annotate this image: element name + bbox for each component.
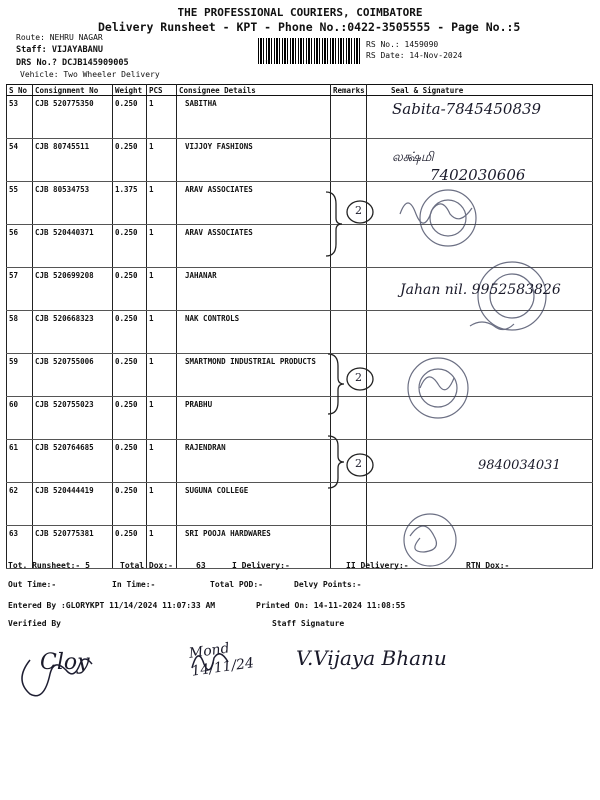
table-row — [7, 225, 593, 268]
row-signature — [367, 311, 593, 354]
row-consignee: ARAV ASSOCIATES — [177, 225, 331, 268]
total-dox-label: Total Dox:- — [120, 561, 173, 570]
i-delivery: I Delivery:- — [232, 561, 290, 570]
row-consignee: SUGUNA COLLEGE — [177, 483, 331, 526]
verified-signature: Cloy — [40, 650, 90, 675]
row-pcs: 1 — [147, 139, 177, 182]
row-sno: 60 — [7, 397, 33, 440]
row-consignment: CJB 520440371 — [33, 225, 113, 268]
row-pcs: 1 — [147, 440, 177, 483]
company-title: THE PROFESSIONAL COURIERS, COIMBATORE — [177, 6, 423, 19]
row-weight: 1.375 — [113, 182, 147, 225]
verified-by-label: Verified By — [8, 619, 61, 628]
row-weight: 0.250 — [113, 311, 147, 354]
handwritten-r62: 9840034031 — [478, 458, 561, 473]
row-pcs: 1 — [147, 311, 177, 354]
drs-number: DRS No.? DCJB145909005 — [16, 58, 129, 68]
row-consignment: CJB 520755006 — [33, 354, 113, 397]
handwritten-r54: லக்ஷ்மி — [392, 150, 434, 165]
delvy-points: Delvy Points:- — [294, 580, 362, 589]
row-consignment: CJB 520699208 — [33, 268, 113, 311]
row-remarks — [331, 139, 367, 182]
row-consignment: CJB 520668323 — [33, 311, 113, 354]
row-sno: 63 — [7, 526, 33, 569]
row-signature — [367, 182, 593, 225]
col-weight: Weight — [113, 85, 147, 96]
row-consignment: CJB 520775350 — [33, 96, 113, 139]
vehicle-label: Vehicle: Two Wheeler Delivery — [20, 70, 160, 79]
row-sno: 55 — [7, 182, 33, 225]
rtn-dox: RTN Dox:- — [466, 561, 510, 570]
row-weight: 0.250 — [113, 225, 147, 268]
row-signature — [367, 354, 593, 397]
row-remarks — [331, 96, 367, 139]
in-time: In Time:- — [112, 580, 156, 589]
row-pcs: 1 — [147, 397, 177, 440]
row-sno: 59 — [7, 354, 33, 397]
row-signature — [367, 225, 593, 268]
row-consignee: JAHANAR — [177, 268, 331, 311]
row-weight: 0.250 — [113, 483, 147, 526]
row-consignee: SABITHA — [177, 96, 331, 139]
handwritten-r54b: 7402030606 — [430, 166, 526, 184]
row-pcs: 1 — [147, 354, 177, 397]
col-consignee: Consignee Details — [177, 85, 331, 96]
row-sno: 56 — [7, 225, 33, 268]
handwritten-r57: Jahan nil. 9952583826 — [400, 282, 561, 298]
col-consignment: Consignment No — [33, 85, 113, 96]
table-row — [7, 354, 593, 397]
runsheet-table — [6, 84, 593, 569]
row-sno: 61 — [7, 440, 33, 483]
row-consignment: CJB 520764685 — [33, 440, 113, 483]
ii-delivery: II Delivery:- — [346, 561, 409, 570]
row-consignment: CJB 80745511 — [33, 139, 113, 182]
row-consignment: CJB 520755023 — [33, 397, 113, 440]
row-pcs: 1 — [147, 483, 177, 526]
row-pcs: 1 — [147, 268, 177, 311]
col-pcs: PCS — [147, 85, 177, 96]
brace-number: 2 — [355, 457, 362, 470]
out-time: Out Time:- — [8, 580, 57, 589]
row-weight: 0.250 — [113, 354, 147, 397]
printed-on: Printed On: 14-11-2024 11:08:55 — [256, 601, 406, 610]
row-weight: 0.250 — [113, 96, 147, 139]
row-pcs: 1 — [147, 96, 177, 139]
brace-number: 2 — [355, 371, 362, 384]
row-sno: 58 — [7, 311, 33, 354]
row-remarks — [331, 182, 367, 225]
table-row — [7, 311, 593, 354]
row-consignee: SRI POOJA HARDWARES — [177, 526, 331, 569]
row-consignment: CJB 520775381 — [33, 526, 113, 569]
table-header-row — [7, 85, 593, 96]
row-consignee: PRABHU — [177, 397, 331, 440]
row-consignee: SMARTMOND INDUSTRIAL PRODUCTS — [177, 354, 331, 397]
date-signature: Mond 14/11/24 — [187, 640, 255, 680]
row-remarks — [331, 311, 367, 354]
entered-by: Entered By :GLORYKPT 11/14/2024 11:07:33 AM — [8, 601, 216, 610]
row-weight: 0.250 — [113, 440, 147, 483]
row-sno: 53 — [7, 96, 33, 139]
rs-date: RS Date: 14-Nov-2024 — [366, 51, 463, 60]
col-remarks: Remarks — [331, 85, 367, 96]
row-consignee: VIJJOY FASHIONS — [177, 139, 331, 182]
staff-signature-label: Staff Signature — [272, 619, 345, 628]
handwritten-r53: Sabita-7845450839 — [392, 100, 542, 118]
col-sno: S No — [7, 85, 33, 96]
row-pcs: 1 — [147, 225, 177, 268]
row-sno: 62 — [7, 483, 33, 526]
table-row — [7, 182, 593, 225]
total-pod: Total POD:- — [210, 580, 263, 589]
runsheet-subtitle: Delivery Runsheet - KPT - Phone No.:0422-3505555 - Page No.:5 — [98, 20, 521, 34]
table-row — [7, 397, 593, 440]
route-label: Route: NEHRU NAGAR — [16, 33, 103, 42]
tot-runsheet: Tot. Runsheet:- 5 — [8, 561, 90, 570]
row-consignment: CJB 520444419 — [33, 483, 113, 526]
col-seal-signature: Seal & Signature — [367, 85, 593, 96]
row-weight: 0.250 — [113, 139, 147, 182]
row-remarks — [331, 225, 367, 268]
row-signature — [367, 483, 593, 526]
total-dox-value: 63 — [196, 561, 206, 570]
row-weight: 0.250 — [113, 268, 147, 311]
row-pcs: 1 — [147, 526, 177, 569]
row-signature — [367, 397, 593, 440]
staff-signature: V.Vijaya Bhanu — [296, 646, 447, 670]
row-pcs: 1 — [147, 182, 177, 225]
barcode-image — [258, 38, 360, 64]
row-consignee: NAK CONTROLS — [177, 311, 331, 354]
row-remarks — [331, 268, 367, 311]
row-sno: 57 — [7, 268, 33, 311]
row-consignee: ARAV ASSOCIATES — [177, 182, 331, 225]
row-consignee: RAJENDRAN — [177, 440, 331, 483]
row-weight: 0.250 — [113, 397, 147, 440]
row-consignment: CJB 80534753 — [33, 182, 113, 225]
table-row — [7, 483, 593, 526]
row-remarks — [331, 397, 367, 440]
staff-label: Staff: VIJAYABANU — [16, 45, 103, 55]
brace-number: 2 — [355, 204, 362, 217]
row-sno: 54 — [7, 139, 33, 182]
row-remarks — [331, 483, 367, 526]
row-weight: 0.250 — [113, 526, 147, 569]
rs-number: RS No.: 1459090 — [366, 40, 439, 49]
